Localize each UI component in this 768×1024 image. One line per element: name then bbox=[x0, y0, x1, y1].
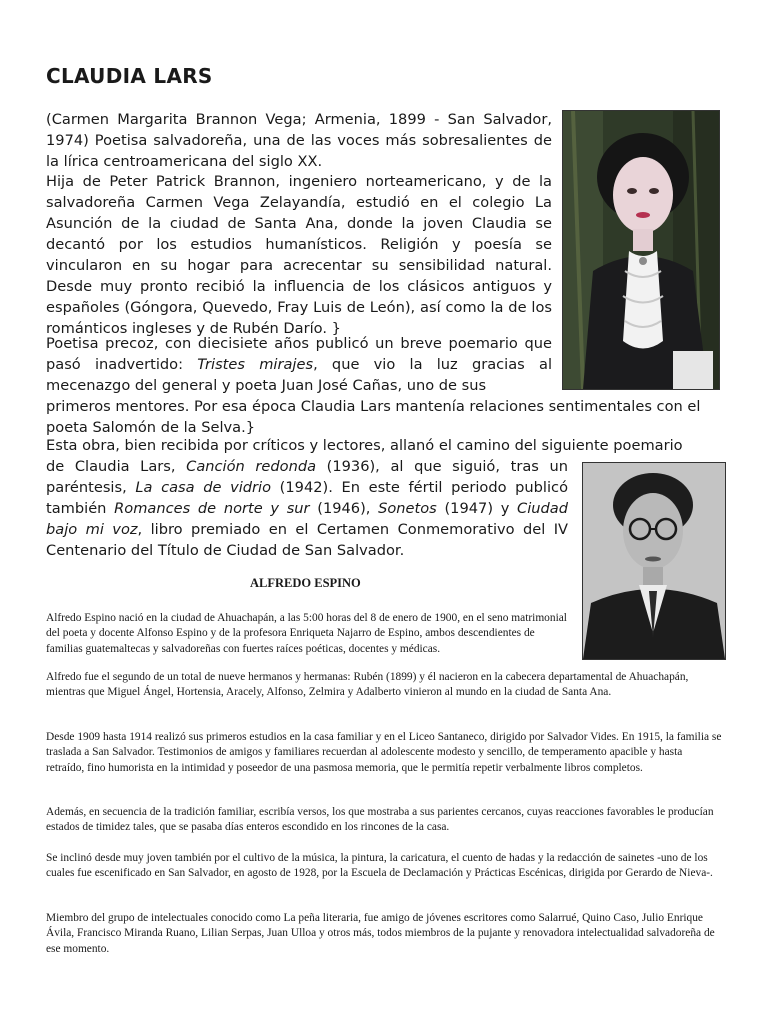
page-title: CLAUDIA LARS bbox=[46, 64, 213, 88]
para3-text-g: , libro premiado en el Certamen Conmemorativo del IV Centenario del Título de Ciudad de San Salvador. bbox=[46, 521, 568, 559]
para3-text-b: de Claudia Lars, bbox=[46, 458, 187, 475]
para3-text-c: (1936), al que siguió, tras un paréntesis, bbox=[46, 458, 568, 496]
biography-paragraph-1: Hija de Peter Patrick Brannon, ingeniero norteamericano, y de la salvadoreña Carmen Vega Zelayandía, estudió en el colegio La Asunción de la ciudad de Santa Ana, donde la joven Claudia se decantó por los estudios humanísticos. Religión y poesía se vincularon en su hogar para acrecentar su sensibilidad natural. Desde muy pronto recibió la influencia de los clásicos antiguos y españoles (Góngora, Quevedo, Fray Luis de León), así como la de los románticos ingleses y de Rubén Darío. } bbox=[46, 173, 552, 337]
para3-text-e: (1946), bbox=[309, 500, 379, 517]
claudia-lars-portrait-image bbox=[563, 111, 719, 389]
biography-paragraph-2-cont: primeros mentores. Por esa época Claudia Lars mantenía relaciones sentimentales con el poeta Salomón de la Selva.} bbox=[46, 398, 701, 436]
para3-text-f: (1947) y bbox=[436, 500, 518, 517]
claudia-lars-portrait bbox=[562, 110, 720, 390]
biography-paragraph-3: Esta obra, bien recibida por críticos y lectores, allanó el camino del siguiente poemario bbox=[46, 437, 683, 454]
book-title-ciudad-bajo-mi-voz: Ciudad bajo mi voz bbox=[46, 500, 568, 538]
alfredo-espino-portrait bbox=[582, 462, 726, 660]
book-title-tristes-mirajes: Tristes mirajes bbox=[197, 356, 314, 373]
biography-paragraph-3-cont bbox=[46, 456, 568, 561]
intro-paragraph: (Carmen Margarita Brannon Vega; Armenia, 1899 - San Salvador, 1974) Poetisa salvadoreña, una de las voces más sobresalientes de la lírica centroamericana del siglo XX. bbox=[46, 111, 552, 170]
espino-paragraph-3: Desde 1909 hasta 1914 realizó sus primeros estudios en la casa familiar y en el Liceo Santaneco, dirigido por Salvador Vides. En 1915, la familia se traslada a San Salvador. Testimonios de amigos y familiares recuerdan al adolescente modesto y sencillo, de temperamento apacible y hasta retraído, fino humorista en la intimidad y poseedor de una pasmosa memoria, que le permitía repetir verbalmente libros completos. bbox=[46, 731, 722, 774]
book-title-cancion-redonda: Canción redonda bbox=[186, 458, 317, 475]
para3-text-d: (1942). En este fértil periodo publicó también bbox=[46, 479, 568, 517]
para2-text-a: Poetisa precoz, con diecisiete años publicó un breve poemario que pasó inadvertido: bbox=[46, 335, 552, 373]
book-title-romances: Romances de norte y sur bbox=[114, 500, 310, 517]
biography-paragraph-2 bbox=[46, 333, 552, 396]
espino-paragraph-6: Miembro del grupo de intelectuales conocido como La peña literaria, fue amigo de jóvenes escritores como Salarrué, Quino Caso, Julio Enrique Ávila, Francisco Miranda Ruano, Lilian Serpas, Juan Ulloa y otros más, todos miembros de la pujante y renovadora intelectualidad salvadoreña de ese momento. bbox=[46, 912, 715, 955]
espino-paragraph-4: Además, en secuencia de la tradición familiar, escribía versos, los que mostraba a sus parientes cercanos, cuyas reacciones favorables le producían estados de timidez tales, que se pasaba días enteros escondido en los rincones de la casa. bbox=[46, 806, 714, 834]
book-title-sonetos: Sonetos bbox=[378, 500, 437, 517]
espino-paragraph-1: Alfredo Espino nació en la ciudad de Ahuachapán, a las 5:00 horas del 8 de enero de 1900, en el seno matrimonial del poeta y docente Alfonso Espino y de la profesora Enriqueta Najarro de Espino, ambos descendientes de familias guatemaltecas y salvadoreñas con fuertes raíces poéticas, docentes y médicas. bbox=[46, 612, 567, 655]
book-title-casa-de-vidrio: La casa de vidrio bbox=[135, 479, 272, 496]
para2-text-b: , que vio la luz gracias al mecenazgo del general y poeta Juan José Cañas, uno de sus bbox=[46, 356, 553, 394]
alfredo-espino-portrait-image bbox=[583, 463, 725, 659]
espino-paragraph-5: Se inclinó desde muy joven también por el cultivo de la música, la pintura, la caricatura, el cuento de hadas y la redacción de sainetes -uno de los cuales fue escenificado en San Salvador, en agosto de 1928, por la Escuela de Declamación y Prácticas Escénicas, dirigida por Gerardo de Nieva-. bbox=[46, 852, 713, 880]
section-title-alfredo-espino: ALFREDO ESPINO bbox=[250, 576, 361, 590]
espino-paragraph-2: Alfredo fue el segundo de un total de nueve hermanos y hermanas: Rubén (1899) y él nacieron en la cabecera departamental de Ahuachapán, mientras que Miguel Ángel, Hortensia, Aracely, Alfonso, Zelmira y Adalberto vinieron al mundo en la ciudad de Santa Ana. bbox=[46, 671, 689, 699]
